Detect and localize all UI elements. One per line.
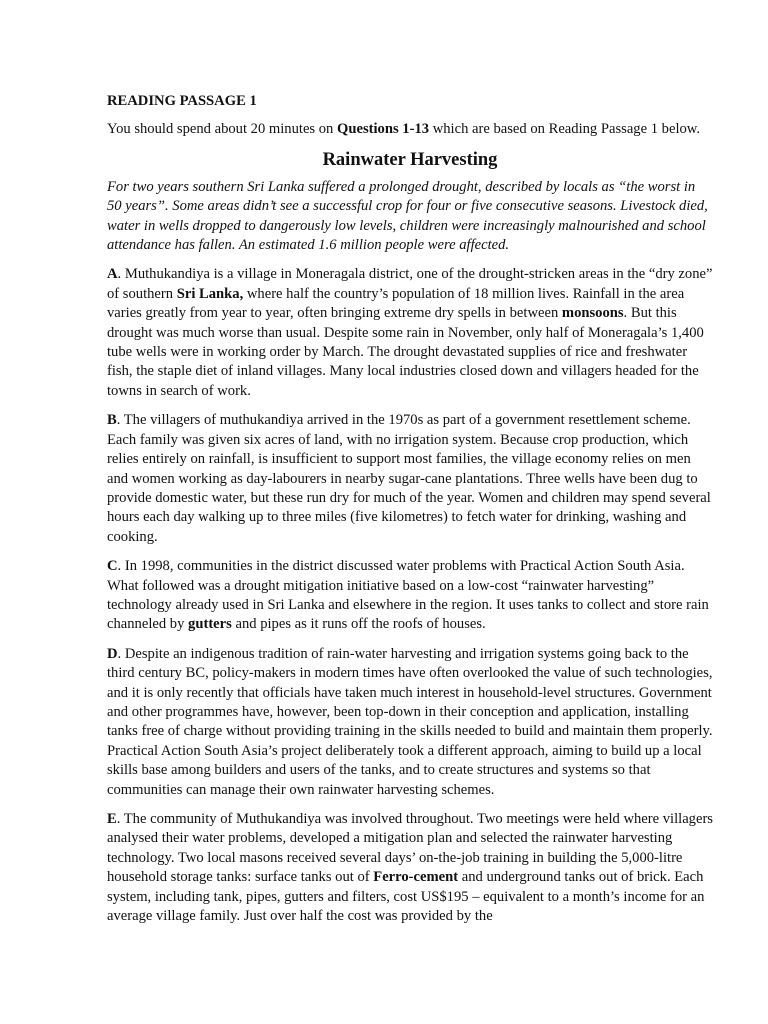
document-body [107, 92, 713, 936]
paragraph-e-text-2: and underground tanks out of brick. Each system, including tank, pipes, gutters and filters, cost US$195 – equivalent to a month’s income for an average village family. Just over half the cost was provided by the [107, 869, 705, 925]
paragraph-a-text-1: . Muthukandiya is a village in Moneragala district, one of the drought-stricken areas in the “dry zone” of southern [107, 266, 713, 302]
paragraph-d [107, 645, 713, 800]
paragraph-c-text-2: and pipes as it runs off the roofs of houses. [231, 616, 486, 633]
paragraph-b-letter: B [107, 412, 117, 429]
paragraph-a-bold-2: monsoons [561, 305, 624, 322]
paragraph-e-text-1: . The community of Muthukandiya was involved throughout. Two meetings were held where villagers analysed their water problems, developed a mitigation plan and selected the rainwater harvesting technology. Two local masons received several days’ on-the-job training in building the 5,000-litre household storage tanks: surface tanks out of [107, 811, 713, 886]
instructions-text-c: which are based on Reading Passage 1 below. [429, 121, 701, 138]
paragraph-a-letter: A [107, 266, 118, 283]
paragraph-b-text-1: . The villagers of muthukandiya arrived in the 1970s as part of a government resettlement scheme. Each family was given six acres of land, with no irrigation system. Because crop production, which relies entirely on rainfall, is insufficient to support most families, the village economy relies on men and women working as day-labourers in nearby sugar-cane plantations. Three wells have been dug to provide domestic water, but these run dry for much of the year. Women and children may spend several hours each day walking up to three miles (five kilometres) to fetch water for drinking, washing and cooking. [107, 412, 711, 545]
paragraph-b [107, 411, 713, 547]
instructions [107, 120, 713, 139]
passage-title: Rainwater Harvesting [322, 149, 498, 170]
paragraph-a-bold-1: Sri Lanka, [176, 285, 244, 302]
passage-intro: For two years southern Sri Lanka suffered a prolonged drought, described by locals as “the worst in 50 years”. Some areas didn’t see a successful crop for four or five consecutive seasons. Livestock died, water in wells dropped to dangerously low levels, children were increasingly malnourished and school attendance has fallen. An estimated 1.6 million people were affected. [107, 178, 708, 254]
paragraph-e-letter: E [107, 811, 117, 827]
paragraph-a-text-2: where half the country’s population of 18 million lives. Rainfall in the area varies greatly from year to year, often bringing extreme dry spells in between [107, 285, 685, 322]
paragraph-e-bold-1: Ferro-cement [373, 869, 459, 886]
paragraph-a-text-3: . But this drought was much worse than usual. Despite some rain in November, only half of Moneragala’s 1,400 tube wells were in working order by March. The drought devastated supplies of rice and freshwater fish, the staple diet of inland villages. Many local industries closed down and villagers headed for the towns in search of work. [107, 305, 704, 399]
instructions-text-a: You should spend about 20 minutes on [107, 121, 338, 138]
paragraph-c-text-1: . In 1998, communities in the district discussed water problems with Practical Action South Asia. What followed was a drought mitigation initiative based on a low-cost “rainwater harvesting” technology already used in Sri Lanka and elsewhere in the region. It uses tanks to collect and store rain channeled by [107, 558, 709, 633]
paragraph-c-letter: C [107, 558, 118, 575]
paragraph-a [107, 265, 713, 401]
paragraph-d-letter: D [107, 645, 118, 662]
paragraph-c-bold-1: gutters [188, 616, 232, 633]
instructions-questions: Questions 1-13 [337, 121, 430, 138]
paragraph-d-text-1: . Despite an indigenous tradition of rain-water harvesting and irrigation systems going back to the third century BC, policy-makers in modern times have often overlooked the value of such technologies, and it is only recently that officials have taken much interest in household-level structures. Government and other programmes have, however, been top-down in their conception and application, installing tanks free of charge without providing training in the skills needed to build and maintain them properly. Practical Action South Asia’s project deliberately took a different approach, aiming to build up a local skills base among builders and users of the tanks, and to create structures and systems so that communities can manage their own rainwater harvesting schemes. [107, 645, 713, 798]
paragraph-c [107, 557, 713, 635]
paragraph-e [107, 810, 713, 926]
passage-label: READING PASSAGE 1 [107, 93, 257, 109]
